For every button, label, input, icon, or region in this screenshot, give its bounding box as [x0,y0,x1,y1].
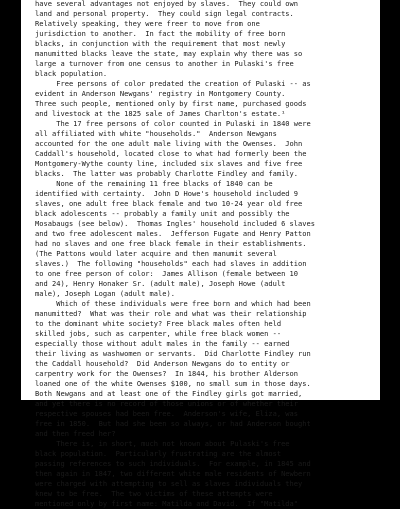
text-line: slaves.) The following "households" each had slaves in addition [35,259,307,268]
text-line: slaves, one adult free black female and two 10-24 year old free [35,199,303,208]
text-line: loaned one of the white Owenses $100, no small sum in those days. [35,379,311,388]
text-line: and livestock at the 1825 sale of James Charlton's estate.¹ [35,109,286,118]
text-line: to the dominant white society? Free black males often held [35,319,282,328]
text-line: Which of these individuals were free born and which had been [35,299,311,308]
text-line: (The Pattons would later acquire and then manumit several [35,249,277,258]
text-line: skilled jobs, such as carpenter, while free black women -- [35,329,282,338]
text-line: and 24), Henry Honaker Sr. (adult male), Joseph Howe (adult [35,279,286,288]
text-line: Both Newgans and at least one of the Findley girls got married, [35,389,303,398]
text-line: identified with certainty. John D Howe's household included 9 [35,189,299,198]
text-line: and two free adolescent males. Jefferson Fugate and Henry Patton [35,229,311,238]
text-line: knew to be free. The two victims of these attempts were [35,489,273,498]
text-line: black population. [35,69,108,78]
text-line: free in 1850. But had she been so always, or had Anderson bought [35,419,311,428]
text-line: their living as washwomen or servants. Did Charlotte Findley run [35,349,311,358]
text-line: Mosabaugs (see below). Thomas Ingles' household included 6 slaves [35,219,316,228]
text-line: manumitted? What was their role and what was their relationship [35,309,307,318]
text-line: have several advantages not enjoyed by slaves. They could own [35,0,299,8]
text-line: evident in Anderson Newgans' registry in Montgomery County. [35,89,286,98]
text-line: blacks, in conjunction with the requirement that most newly [35,39,286,48]
text-line: mentioned only by first name: Matilda and David. If "Matilda" [35,499,299,508]
text-line: land and personal property. They could sign legal contracts. [35,9,294,18]
text-line: manumitted blacks leave the state, may explain why there was so [35,49,303,58]
document-page [21,0,380,508]
text-line: black population. Particularly frustrating are the almost [35,449,282,458]
text-line: The 17 free persons of color counted in Pulaski in 1840 were [35,119,311,128]
text-line: and yet there is no record of those unions or of whether their [35,399,299,408]
text-line: blacks. The latter was probably Charlotte Findley and family. [35,169,299,178]
document-body [35,0,373,509]
text-line: the Caddall household? Did Anderson Newgans do to entity or [35,359,290,368]
text-line: Relatively speaking, they were freer to move from one [35,19,260,28]
text-line: Free persons of color predated the creation of Pulaski -- as [35,79,311,88]
text-line: None of the remaining 11 free blacks of 1840 can be [35,179,273,188]
text-line: black adolescents -- probably a family unit and possibly the [35,209,290,218]
text-line: male), Joseph Logan (adult male). [35,289,176,298]
text-line: were charged with attempting to sell as slaves individuals they [35,479,303,488]
text-line: jurisdiction to another. In fact the mobility of free born [35,29,286,38]
text-line: and then freed her? [35,429,116,438]
text-line: to one free person of color: James Allison (female between 10 [35,269,299,278]
text-line: had no slaves and one free black female in their establishments. [35,239,307,248]
text-line: large a turnover from one census to another in Pulaski's free [35,59,294,68]
text-line: Montgomery-Wythe county line, included six slaves and five free [35,159,303,168]
text-line: carpentry work for the Owenses? In 1844, his brother Alderson [35,369,299,378]
text-line: respective spouses had been free. Anderson's wife, Eliza, was [35,409,299,418]
text-line: accounted for the one adult male living with the Owenses. John [35,139,303,148]
text-line: all affiliated with white "households." Anderson Newgans [35,129,277,138]
text-line: Caddall's household, located close to what had formerly been the [35,149,307,158]
text-line: passing references to such individuals. For example, in 1845 and [35,459,311,468]
text-line: especially those without adult males in the family -- earned [35,339,290,348]
text-line: then again in 1847, two different white male residents of Newbern [35,469,311,478]
text-line: Three such people, mentioned only by first name, purchased goods [35,99,307,108]
text-line: There is, in short, much not known about Pulaski's free [35,439,290,448]
